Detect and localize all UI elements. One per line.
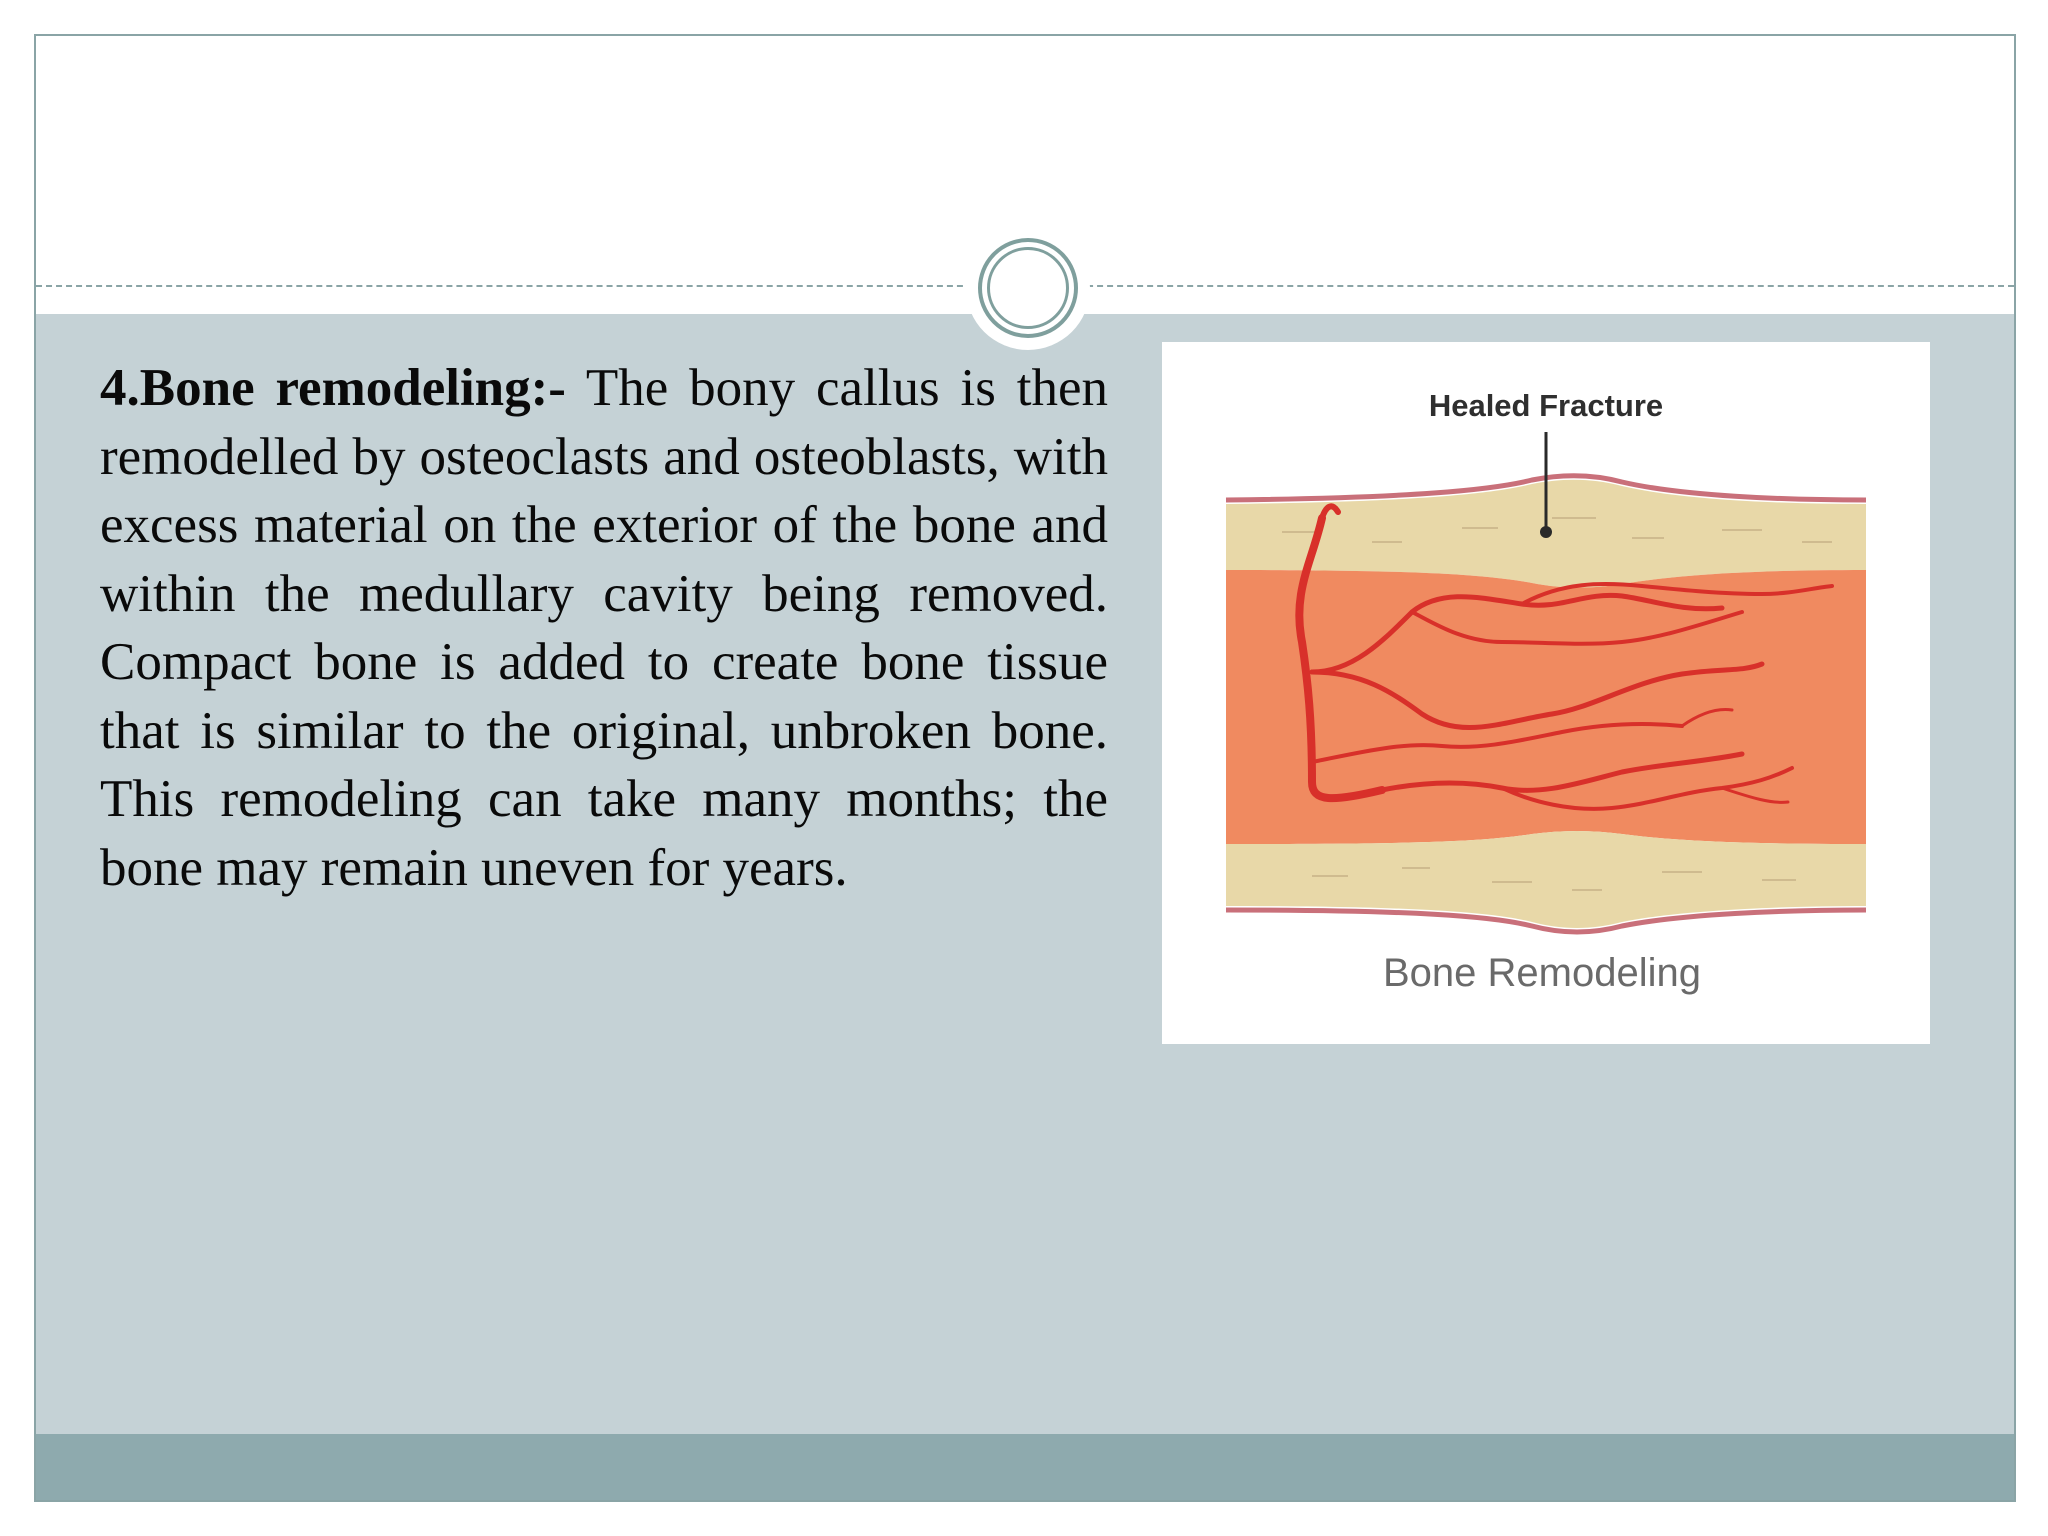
divider-ring-holder xyxy=(966,226,1090,350)
divider-ring-icon xyxy=(978,238,1078,338)
bone-remodeling-figure xyxy=(1162,342,1930,1044)
body-text: The bony callus is then remodelled by osteoclasts and osteoblasts, with excess material on the exterior of the bone and within the medullary cavity being removed. Compact bone is added to create bone tissue that is similar to the original, unbroken bone. This remodeling can take many months; the bone may remain uneven for years. xyxy=(100,359,1108,897)
bone-remodeling-illustration xyxy=(1162,342,1930,1044)
body-paragraph xyxy=(100,354,1108,902)
slide-footer-band xyxy=(36,1434,2014,1502)
label-pointer-dot xyxy=(1540,526,1552,538)
healed-fracture-label: Healed Fracture xyxy=(1428,388,1664,423)
section-heading: 4.Bone remodeling:- xyxy=(100,359,566,417)
figure-caption: Bone Remodeling xyxy=(1383,951,1701,995)
